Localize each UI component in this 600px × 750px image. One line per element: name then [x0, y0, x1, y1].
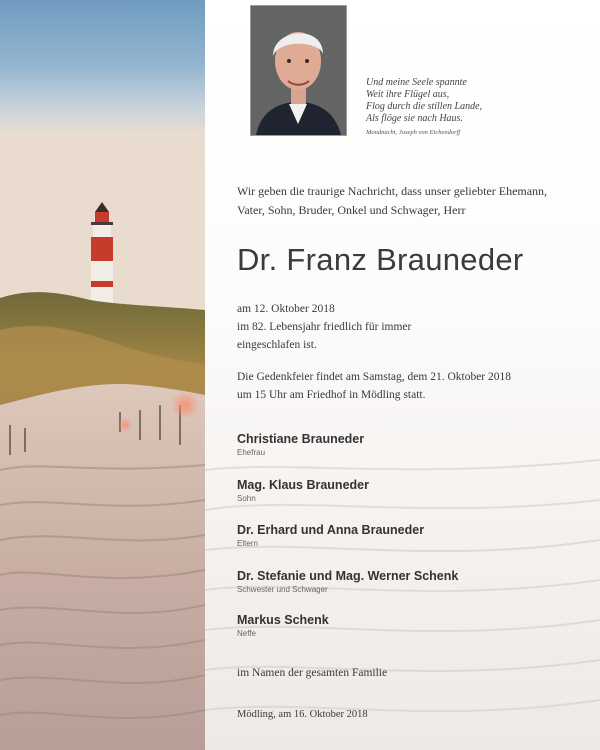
intro-line: Vater, Sohn, Bruder, Onkel und Schwager, Herr [237, 203, 466, 217]
mourner [237, 569, 458, 594]
mourner-name: Dr. Stefanie und Mag. Werner Schenk [237, 569, 459, 583]
mourner-relation: Schwester und Schwager [237, 585, 328, 594]
mourner-name: Dr. Erhard und Anna Brauneder [237, 523, 425, 537]
poem-line: Flog durch die stillen Lande, [366, 101, 483, 112]
place-date: Mödling, am 16. Oktober 2018 [237, 709, 368, 720]
closing-text: im Namen der gesamten Familie [237, 667, 388, 679]
ceremony-line: um 15 Uhr am Friedhof in Mödling statt. [237, 389, 426, 401]
ceremony-info [237, 368, 567, 404]
mourner-relation: Neffe [237, 629, 256, 638]
poem-line: Weit ihre Flügel aus, [366, 89, 450, 100]
mourner-name: Mag. Klaus Brauneder [237, 478, 369, 492]
mourner-name: Markus Schenk [237, 613, 329, 627]
death-line: am 12. Oktober 2018 [237, 303, 335, 315]
intro-text [237, 182, 587, 220]
poem-line: Und meine Seele spannte [366, 77, 467, 88]
poem-line: Als flöge sie nach Haus. [366, 113, 463, 124]
mourner-relation: Sohn [237, 494, 256, 503]
mourner [237, 613, 329, 638]
death-line: im 82. Lebensjahr friedlich für immer [237, 321, 412, 333]
death-info [237, 300, 567, 354]
poem-source: Mondnacht, Joseph von Eichendorff [366, 129, 461, 136]
mourner-name: Christiane Brauneder [237, 432, 365, 446]
mourner [237, 432, 364, 457]
portrait-photo [250, 5, 347, 136]
poem [366, 77, 596, 139]
lighthouse-dune-photo [0, 0, 205, 750]
mourner [237, 523, 424, 548]
mourner [237, 478, 369, 503]
mourner-relation: Ehefrau [237, 448, 266, 457]
ceremony-line: Die Gedenkfeier findet am Samstag, dem 21. Oktober 2018 [237, 371, 512, 383]
deceased-name: Dr. Franz Brauneder [237, 242, 524, 277]
mourner-relation: Eltern [237, 539, 258, 548]
intro-line: Wir geben die traurige Nachricht, dass unser geliebter Ehemann, [237, 184, 548, 198]
death-line: eingeschlafen ist. [237, 339, 317, 351]
